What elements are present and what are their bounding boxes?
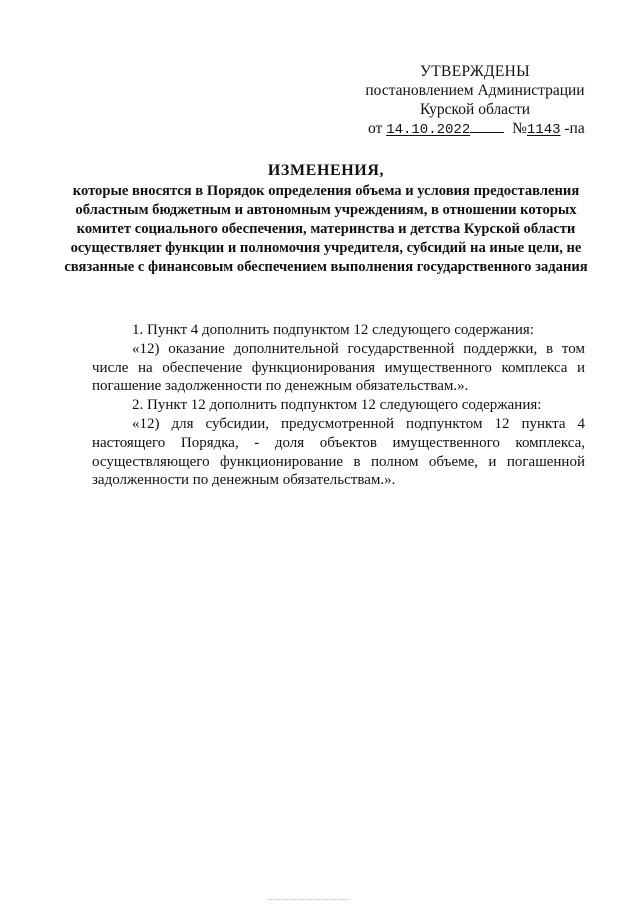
paragraph-2: «12) оказание дополнительной государственной поддержки, в том числе на обеспечение функционирования имущественного комплекса и погашение задолженности по денежным обязательствам.». [92, 340, 585, 395]
date-prefix: от [368, 120, 383, 137]
number-prefix: № [512, 120, 527, 137]
document-heading [60, 160, 592, 277]
scan-edge-mark [268, 899, 348, 902]
date-underline [470, 132, 504, 133]
paragraph-1: 1. Пункт 4 дополнить подпунктом 12 следующего содержания: [132, 322, 534, 338]
document-title: ИЗМЕНЕНИЯ, [267, 162, 385, 179]
paragraph-4: «12) для субсидии, предусмотренной подпунктом 12 пункта 4 настоящего Порядка, - доля объектов имущественного комплекса, осуществляющего функционирование в полном объеме, и погашенной задолженности по денежным обязательствам.». [92, 415, 585, 489]
approval-block [360, 62, 590, 140]
document-subtitle: которые вносятся в Порядок определения объема и условия предоставления областным бюджетным и автономным учреждениям, в отношении которых комитет социального обеспечения, материнства и детства Курской области осуществляет функции и полномочия учредителя, субсидий на иные цели, не связанные с финансовым обеспечением выполнения государственного задания [64, 183, 588, 275]
document-body [92, 321, 585, 490]
approval-line-1: постановлением Администрации [365, 82, 585, 99]
number-suffix: -па [564, 120, 585, 137]
approval-date-line [360, 119, 590, 140]
approval-line-2: Курской области [419, 101, 531, 118]
approval-number: 1143 [526, 122, 561, 138]
approval-date: 14.10.2022 [386, 122, 471, 138]
approval-heading: УТВЕРЖДЕНЫ [420, 63, 530, 80]
paragraph-3: 2. Пункт 12 дополнить подпунктом 12 следующего содержания: [132, 397, 542, 414]
